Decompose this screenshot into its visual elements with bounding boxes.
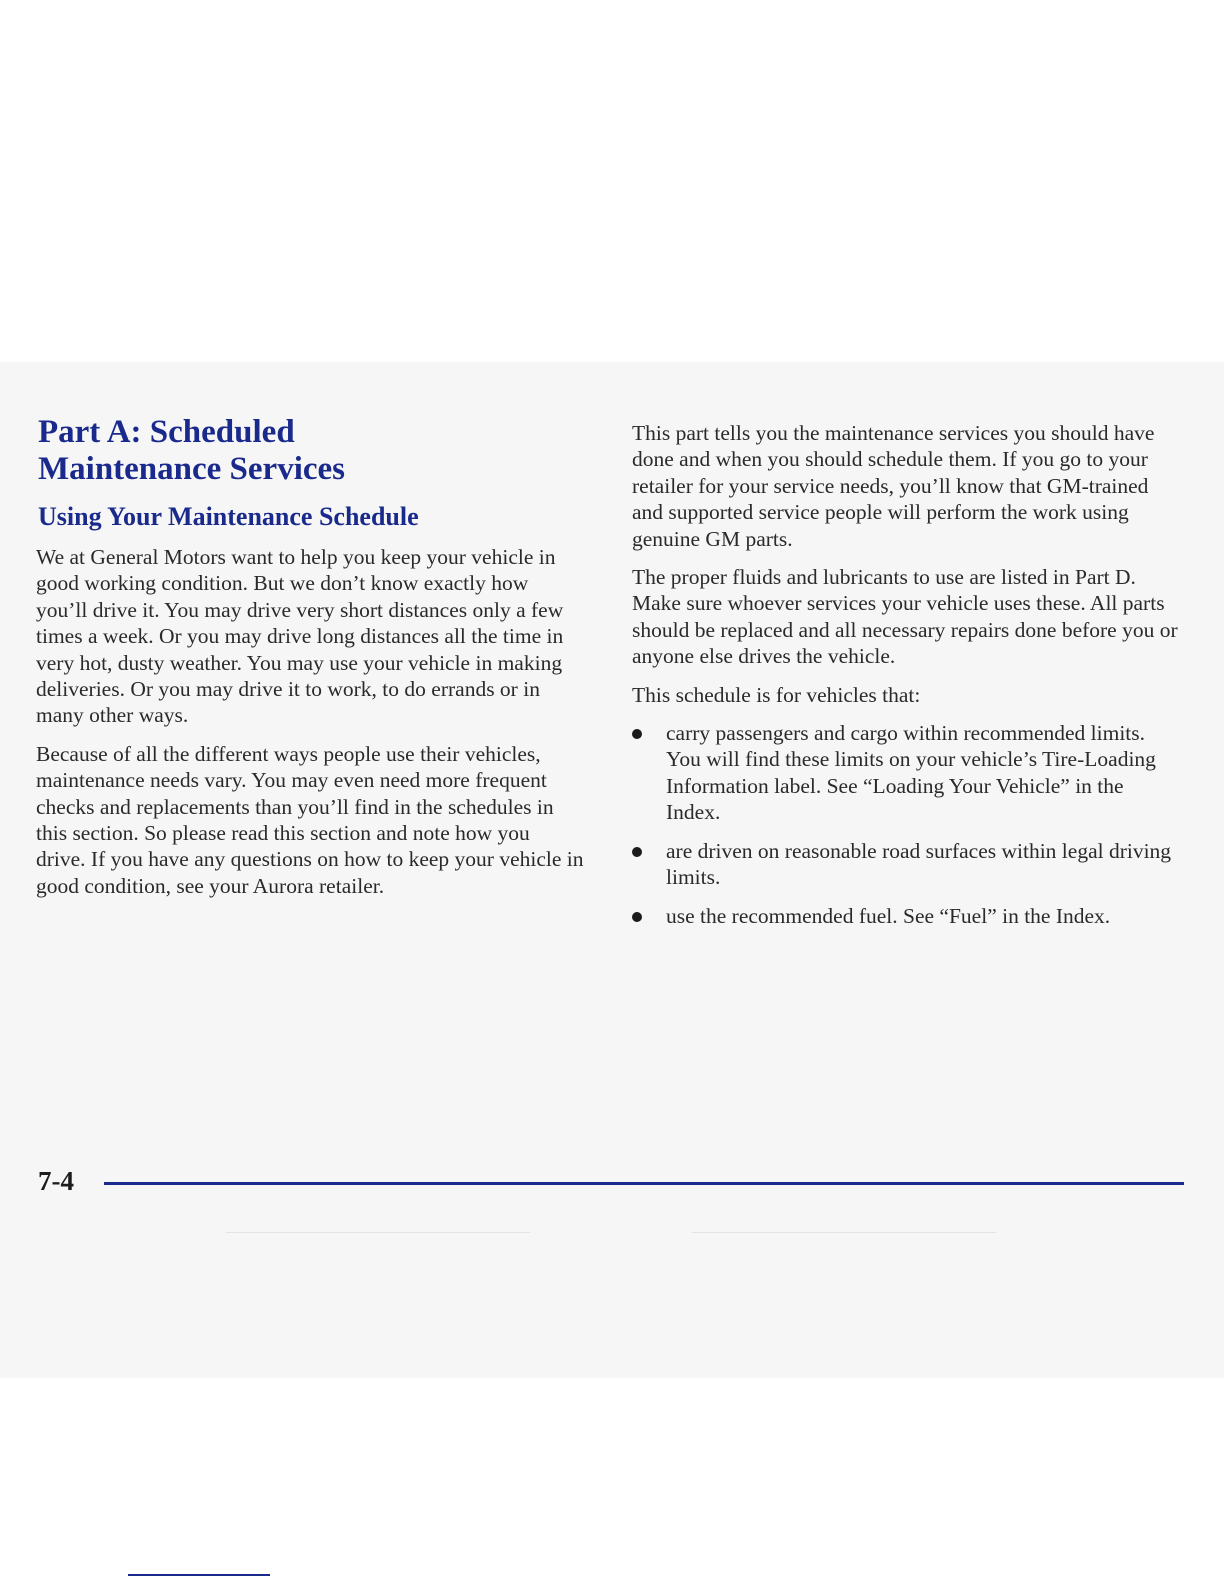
- left-column: [36, 414, 584, 911]
- list-item-text: are driven on reasonable road surfaces within legal driving limits.: [666, 838, 1172, 890]
- fluids-paragraph: The proper fluids and lubricants to use are listed in Part D. Make sure whoever services your vehicle uses these. All parts should be replaced and all necessary repairs done before you or anyone else drives the vehicle.: [632, 565, 1178, 669]
- list-item: [632, 903, 1182, 929]
- right-column: [632, 420, 1182, 941]
- bottom-rule: [128, 1574, 270, 1576]
- page-footer: [38, 1164, 1184, 1200]
- section-heading: Using Your Maintenance Schedule: [38, 502, 419, 531]
- bullet-icon: [632, 729, 642, 739]
- part-description-paragraph: This part tells you the maintenance services you should have done and when you should schedule them. If you go to your retailer for your service needs, you’ll know that GM-trained and supported service people will perform the work using genuine GM parts.: [632, 421, 1155, 551]
- faint-divider-left: [226, 1232, 530, 1233]
- schedule-intro-paragraph: This schedule is for vehicles that:: [632, 682, 921, 707]
- part-title-line2: Maintenance Services: [38, 451, 346, 487]
- faint-divider-right: [692, 1232, 996, 1233]
- page-number: 7-4: [38, 1166, 74, 1196]
- footer-rule: [104, 1182, 1184, 1185]
- maintenance-needs-paragraph: Because of all the different ways people use their vehicles, maintenance needs vary. You may even need more frequent checks and replacements than you’ll find in the schedules in this section. So please read this section and note how you drive. If you have any questions on how to keep your vehicle in good condition, see your Aurora retailer.: [36, 741, 584, 898]
- part-title-line1: Part A: Scheduled: [38, 414, 295, 450]
- bullet-icon: [632, 847, 642, 857]
- list-item-text: use the recommended fuel. See “Fuel” in the Index.: [666, 903, 1111, 928]
- intro-paragraph: We at General Motors want to help you keep your vehicle in good working condition. But we don’t know exactly how you’ll drive it. You may drive very short distances only a few times a week. Or you may drive long distances all the time in very hot, dusty weather. You may use your vehicle in making deliveries. Or you may drive it to work, to do errands or in many other ways.: [36, 545, 564, 728]
- bullet-icon: [632, 912, 642, 922]
- vehicle-conditions-list: [632, 720, 1182, 929]
- list-item: [632, 838, 1182, 891]
- list-item-text: carry passengers and cargo within recommended limits. You will find these limits on your vehicle’s Tire-Loading Information label. See “Loading Your Vehicle” in the Index.: [666, 721, 1156, 825]
- part-title: [38, 414, 584, 488]
- list-item: [632, 720, 1182, 826]
